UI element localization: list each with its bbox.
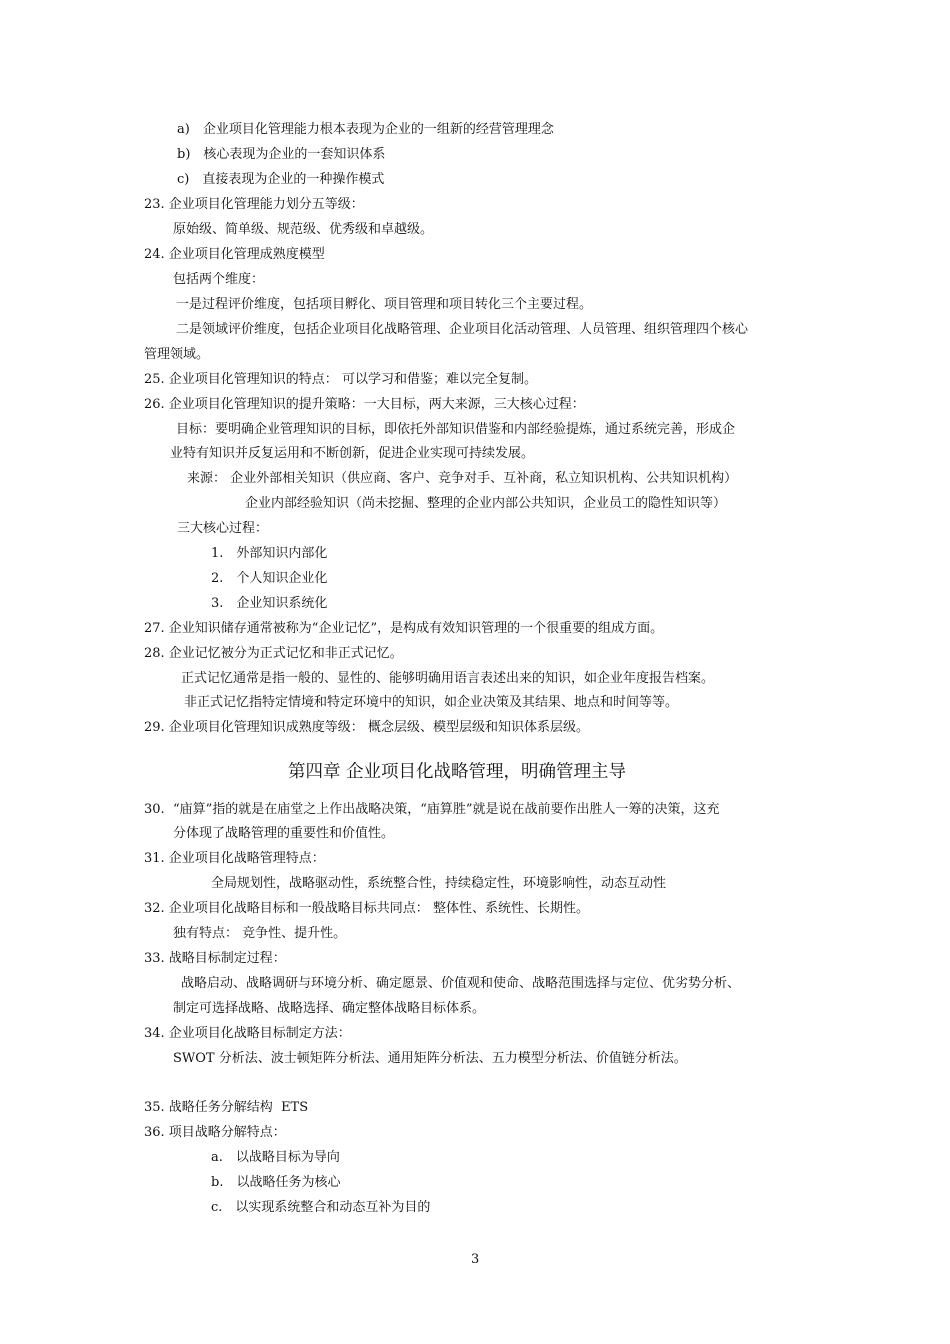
list-item-35: 35. 战略任务分解结构 ETS [144, 1100, 309, 1115]
list-item-23: 23. 企业项目化管理能力划分五等级： [144, 197, 364, 212]
text-line: 来源： 企业外部相关知识（供应商、客户、竞争对手、互补商，私立知识机构、公共知识机构） [187, 471, 738, 486]
page-number: 3 [471, 1252, 480, 1267]
list-item-33: 33. 战略目标制定过程： [144, 951, 286, 966]
text-line: b. 以战略任务为核心 [211, 1175, 341, 1190]
text-line: 包括两个维度： [173, 272, 265, 287]
text-line: 管理领域。 [144, 347, 210, 362]
text-line: 企业内部经验知识（尚未挖掘、整理的企业内部公共知识，企业员工的隐性知识等） [245, 496, 727, 511]
text-line: 非正式记忆指特定情境和特定环境中的知识，如企业决策及其结果、地点和时间等等。 [184, 695, 679, 710]
list-item-29: 29. 企业项目化管理知识成熟度等级： 概念层级、模型层级和知识体系层级。 [144, 720, 589, 735]
list-item-28: 28. 企业记忆被分为正式记忆和非正式记忆。 [144, 646, 403, 661]
text-line: 3. 企业知识系统化 [211, 596, 328, 611]
list-item-26: 26. 企业项目化管理知识的提升策略：一大目标，两大来源，三大核心过程： [144, 397, 585, 412]
text-line: 原始级、简单级、规范级、优秀级和卓越级。 [173, 222, 434, 237]
text-line: 全局规划性，战略驱动性，系统整合性，持续稳定性，环境影响性，动态互动性 [211, 876, 667, 891]
text-line: 目标：要明确企业管理知识的目标，即依托外部知识借鉴和内部经验提炼，通过系统完善，形成企 [176, 422, 736, 437]
text-line: a) 企业项目化管理能力根本表现为企业的一组新的经营管理理念 [177, 122, 554, 137]
list-item-30: 30. “庙算”指的就是在庙堂之上作出战略决策，“庙算胜”就是说在战前要作出胜人一筹的决策，这充 [144, 802, 720, 817]
text-line: 一是过程评价维度，包括项目孵化、项目管理和项目转化三个主要过程。 [176, 297, 593, 312]
chapter-title: 第四章 企业项目化战略管理，明确管理主导 [288, 762, 627, 782]
text-line: 分体现了战略管理的重要性和价值性。 [173, 826, 395, 841]
list-item-34: 34. 企业项目化战略目标制定方法： [144, 1026, 351, 1041]
text-line: 独有特点： 竞争性、提升性。 [173, 926, 347, 941]
text-line: 业特有知识并反复运用和不断创新，促进企业实现可持续发展。 [170, 446, 535, 461]
list-item-24: 24. 企业项目化管理成熟度模型 [144, 247, 325, 262]
text-line: c. 以实现系统整合和动态互补为目的 [211, 1200, 431, 1215]
text-line: 2. 个人知识企业化 [211, 571, 328, 586]
list-item-27: 27. 企业知识储存通常被称为“企业记忆”，是构成有效知识管理的一个很重要的组成方面。 [144, 621, 664, 636]
text-line: 二是领域评价维度，包括企业项目化战略管理、企业项目化活动管理、人员管理、组织管理四个核心 [176, 322, 749, 337]
list-item-32: 32. 企业项目化战略目标和一般战略目标共同点： 整体性、系统性、长期性。 [144, 901, 589, 916]
list-item-25: 25. 企业项目化管理知识的特点： 可以学习和借鉴；难以完全复制。 [144, 372, 537, 387]
list-item-36: 36. 项目战略分解特点： [144, 1125, 286, 1140]
text-line: 三大核心过程： [177, 521, 269, 536]
text-line: a. 以战略目标为导向 [211, 1150, 340, 1165]
text-line: 战略启动、战略调研与环境分析、确定愿景、价值观和使命、战略范围选择与定位、优劣势分析、 [181, 976, 741, 991]
text-line: 1. 外部知识内部化 [211, 546, 328, 561]
list-item-31: 31. 企业项目化战略管理特点： [144, 851, 325, 866]
text-line: b) 核心表现为企业的一套知识体系 [177, 147, 386, 162]
text-line: 正式记忆通常是指一般的、显性的、能够明确用语言表述出来的知识，如企业年度报告档案。 [181, 671, 715, 686]
text-line: 制定可选择战略、战略选择、确定整体战略目标体系。 [173, 1001, 486, 1016]
text-line: SWOT 分析法、波士顿矩阵分析法、通用矩阵分析法、五力模型分析法、价值链分析法。 [173, 1051, 687, 1066]
text-line: c) 直接表现为企业的一种操作模式 [177, 172, 385, 187]
